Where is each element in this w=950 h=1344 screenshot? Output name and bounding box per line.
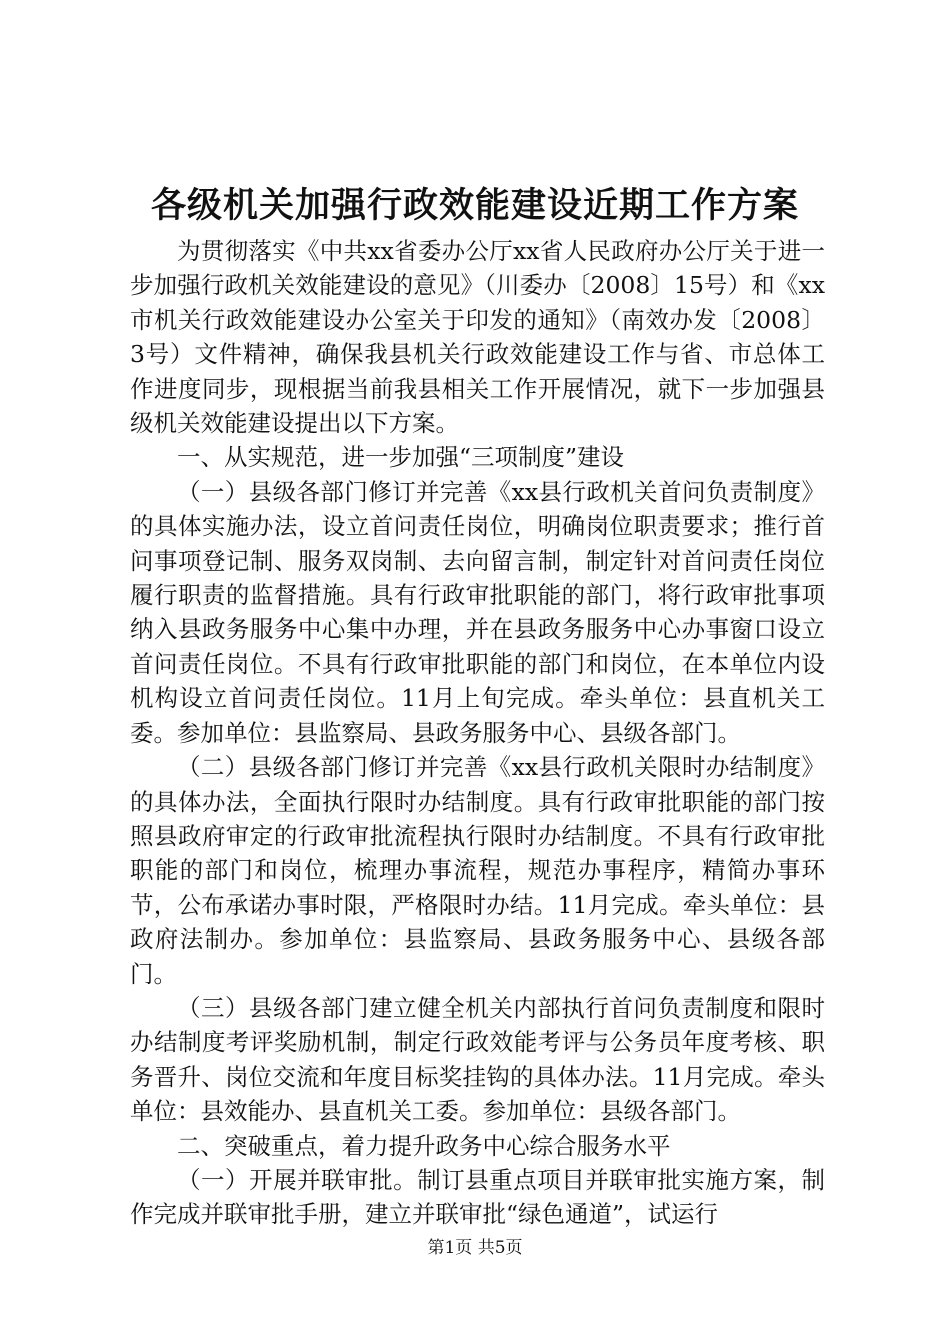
document-title: 各级机关加强行政效能建设近期工作方案 — [150, 186, 799, 226]
paragraph-1-1: （一）县级各部门修订并完善《xx县行政机关首问负责制度》的具体实施办法，设立首问责任岗位，明确岗位职责要求；推行首问事项登记制、服务双岗制、去向留言制，制定针对首问责任岗位履行职责的监督措施。具有行政审批职能的部门，将行政审批事项纳入县政务服务中心集中办理，并在县政务服务中心办事窗口设立首问责任岗位。不具有行政审批职能的部门和岗位，在本单位内设机构设立首问责任岗位。11月上旬完成。牵头单位：县直机关工委。参加单位：县监察局、县政务服务中心、县级各部门。 — [130, 477, 825, 747]
paragraph-1-3: （三）县级各部门建立健全机关内部执行首问负责制度和限时办结制度考评奖励机制，制定行政效能考评与公务员年度考核、职务晋升、岗位交流和年度目标奖挂钩的具体办法。11月完成。牵头单位：县效能办、县直机关工委。参加单位：县级各部门。 — [130, 993, 825, 1126]
document-body — [130, 234, 825, 1232]
paragraph-2-1: （一）开展并联审批。制订县重点项目并联审批实施方案，制作完成并联审批手册，建立并联审批“绿色通道”，试运行 — [130, 1165, 825, 1229]
page-footer: 第1页 共5页 — [427, 1238, 523, 1258]
intro-paragraph: 为贯彻落实《中共xx省委办公厅xx省人民政府办公厅关于进一步加强行政机关效能建设的意见》（川委办〔2008〕15号）和《xx市机关行政效能建设办公室关于印发的通知》（南效办发〔2008〕3号）文件精神，确保我县机关行政效能建设工作与省、市总体工作进度同步，现根据当前我县相关工作开展情况，就下一步加强县级机关效能建设提出以下方案。 — [130, 237, 825, 438]
section-heading-2: 二、突破重点，着力提升政务中心综合服务水平 — [177, 1131, 671, 1160]
paragraph-1-2: （二）县级各部门修订并完善《xx县行政机关限时办结制度》的具体办法，全面执行限时办结制度。具有行政审批职能的部门按照县政府审定的行政审批流程执行限时办结制度。不具有行政审批职能的部门和岗位，梳理办事流程，规范办事程序，精简办事环节，公布承诺办事时限，严格限时办结。11月完成。牵头单位：县政府法制办。参加单位：县监察局、县政务服务中心、县级各部门。 — [130, 753, 825, 988]
section-heading-1: 一、从实规范，进一步加强“三项制度”建设 — [177, 443, 625, 472]
